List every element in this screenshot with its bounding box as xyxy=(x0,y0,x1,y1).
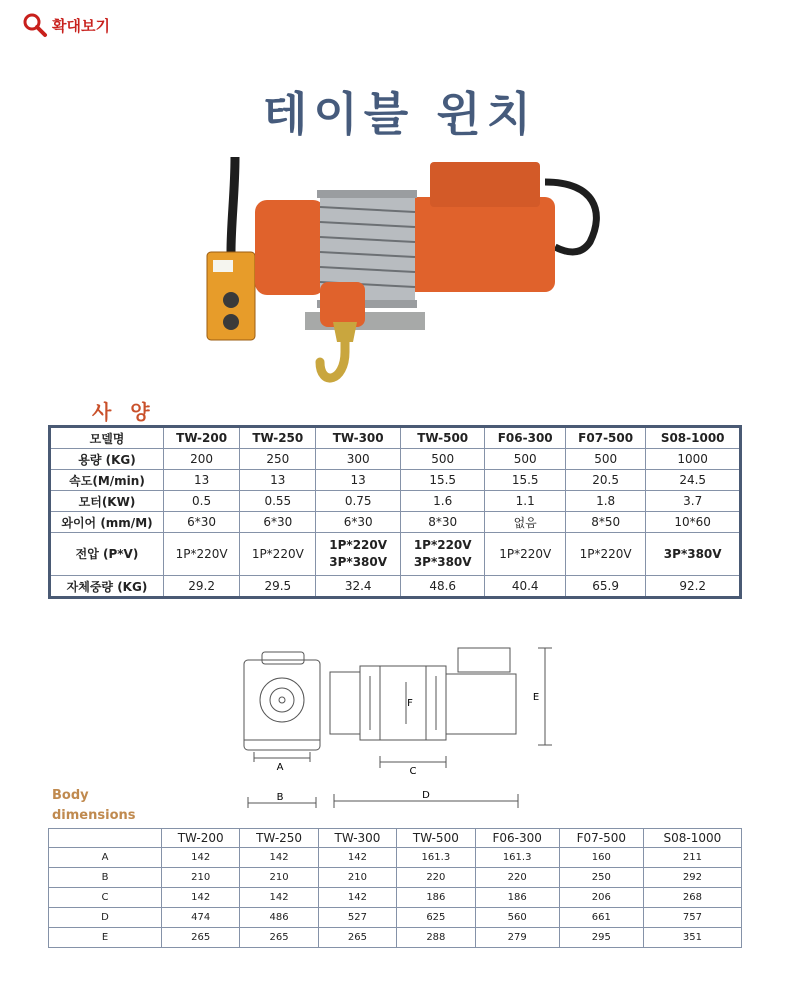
dims-col-header: F07-500 xyxy=(559,829,643,848)
dimension-drawing xyxy=(230,640,560,815)
spec-header-row xyxy=(50,427,741,449)
spec-cell: 10*60 xyxy=(646,512,741,533)
dims-row-label: D xyxy=(49,908,162,928)
dims-cell: 295 xyxy=(559,928,643,948)
spec-cell: 32.4 xyxy=(316,576,401,598)
spec-col-header: 모델명 xyxy=(50,427,164,449)
dims-cell: 351 xyxy=(643,928,741,948)
spec-cell: 29.2 xyxy=(164,576,240,598)
dim-label-b: B xyxy=(276,792,284,803)
spec-cell: 500 xyxy=(565,449,645,470)
dims-cell: 210 xyxy=(162,868,240,888)
dims-row-label: C xyxy=(49,888,162,908)
spec-cell: 3P*380V xyxy=(646,533,741,576)
spec-cell: 6*30 xyxy=(240,512,316,533)
spec-cell: 13 xyxy=(164,470,240,491)
spec-row-label: 속도(M/min) xyxy=(50,470,164,491)
dims-row xyxy=(49,908,742,928)
dims-cell: 265 xyxy=(240,928,318,948)
spec-cell: 6*30 xyxy=(316,512,401,533)
dims-cell: 186 xyxy=(475,888,559,908)
spec-cell: 29.5 xyxy=(240,576,316,598)
spec-cell: 1.1 xyxy=(485,491,565,512)
spec-heading: 사 양 xyxy=(92,400,156,424)
dims-cell: 211 xyxy=(643,848,741,868)
dims-header-row xyxy=(49,829,742,848)
dims-cell: 142 xyxy=(240,888,318,908)
spec-row-label: 와이어 (mm/M) xyxy=(50,512,164,533)
dims-row xyxy=(49,848,742,868)
dims-cell: 186 xyxy=(397,888,475,908)
dims-cell: 268 xyxy=(643,888,741,908)
spec-cell: 92.2 xyxy=(646,576,741,598)
dims-cell: 206 xyxy=(559,888,643,908)
spec-row xyxy=(50,449,741,470)
spec-cell-line: 1P*220V xyxy=(329,538,388,552)
body-dimensions-heading-line: dimensions xyxy=(52,808,136,823)
dims-cell: 486 xyxy=(240,908,318,928)
zoom-button[interactable] xyxy=(22,12,110,38)
spec-cell: 8*50 xyxy=(565,512,645,533)
dim-label-f: F xyxy=(407,698,413,709)
spec-col-header: TW-200 xyxy=(164,427,240,449)
spec-cell xyxy=(316,533,401,576)
dims-cell: 661 xyxy=(559,908,643,928)
spec-cell: 8*30 xyxy=(400,512,485,533)
dims-cell: 142 xyxy=(240,848,318,868)
dims-cell: 757 xyxy=(643,908,741,928)
spec-cell: 0.75 xyxy=(316,491,401,512)
dims-col-header: TW-250 xyxy=(240,829,318,848)
spec-cell: 200 xyxy=(164,449,240,470)
spec-row-label: 용량 (KG) xyxy=(50,449,164,470)
body-dimensions-heading-line: Body xyxy=(52,788,89,803)
spec-cell xyxy=(400,533,485,576)
spec-cell: 40.4 xyxy=(485,576,565,598)
dims-col-header: TW-300 xyxy=(318,829,396,848)
dims-col-header: F06-300 xyxy=(475,829,559,848)
dims-corner-cell xyxy=(49,829,162,848)
spec-row xyxy=(50,470,741,491)
dims-row xyxy=(49,888,742,908)
dims-cell: 210 xyxy=(240,868,318,888)
dims-cell: 474 xyxy=(162,908,240,928)
dims-cell: 161.3 xyxy=(397,848,475,868)
spec-cell: 없음 xyxy=(485,512,565,533)
spec-cell-line: 3P*380V xyxy=(329,555,388,569)
spec-col-header: F07-500 xyxy=(565,427,645,449)
spec-cell: 250 xyxy=(240,449,316,470)
dims-cell: 288 xyxy=(397,928,475,948)
dims-cell: 625 xyxy=(397,908,475,928)
spec-cell: 24.5 xyxy=(646,470,741,491)
spec-cell: 500 xyxy=(400,449,485,470)
spec-row xyxy=(50,576,741,598)
spec-cell: 0.5 xyxy=(164,491,240,512)
spec-cell: 15.5 xyxy=(485,470,565,491)
spec-cell: 1P*220V xyxy=(485,533,565,576)
dim-label-c: C xyxy=(409,766,417,777)
dims-cell: 560 xyxy=(475,908,559,928)
spec-cell: 1P*220V xyxy=(240,533,316,576)
dims-row-label: A xyxy=(49,848,162,868)
dims-cell: 142 xyxy=(318,848,396,868)
dims-cell: 527 xyxy=(318,908,396,928)
dims-cell: 220 xyxy=(475,868,559,888)
dims-col-header: S08-1000 xyxy=(643,829,741,848)
dims-cell: 220 xyxy=(397,868,475,888)
spec-cell: 13 xyxy=(240,470,316,491)
dims-cell: 265 xyxy=(318,928,396,948)
spec-col-header: S08-1000 xyxy=(646,427,741,449)
dims-cell: 142 xyxy=(318,888,396,908)
spec-col-header: TW-250 xyxy=(240,427,316,449)
zoom-label: 확대보기 xyxy=(52,16,110,35)
spec-cell: 1P*220V xyxy=(164,533,240,576)
dims-cell: 142 xyxy=(162,888,240,908)
spec-row xyxy=(50,491,741,512)
dims-row xyxy=(49,928,742,948)
dims-col-header: TW-500 xyxy=(397,829,475,848)
body-dimensions-heading xyxy=(52,786,136,826)
spec-cell-line: 1P*220V xyxy=(413,538,472,552)
dims-cell: 292 xyxy=(643,868,741,888)
spec-cell: 20.5 xyxy=(565,470,645,491)
spec-row-label: 전압 (P*V) xyxy=(50,533,164,576)
dims-cell: 160 xyxy=(559,848,643,868)
spec-cell: 13 xyxy=(316,470,401,491)
spec-cell: 15.5 xyxy=(400,470,485,491)
spec-row-label: 자체중량 (KG) xyxy=(50,576,164,598)
dims-cell: 161.3 xyxy=(475,848,559,868)
spec-cell: 0.55 xyxy=(240,491,316,512)
dims-cell: 210 xyxy=(318,868,396,888)
dims-row-label: E xyxy=(49,928,162,948)
table-winch-photo xyxy=(195,152,615,402)
spec-col-header: F06-300 xyxy=(485,427,565,449)
spec-cell: 1000 xyxy=(646,449,741,470)
spec-row-label: 모터(KW) xyxy=(50,491,164,512)
spec-col-header: TW-300 xyxy=(316,427,401,449)
page-title: 테이블 윈치 xyxy=(262,87,538,141)
spec-cell: 500 xyxy=(485,449,565,470)
spec-cell: 3.7 xyxy=(646,491,741,512)
spec-cell: 1P*220V xyxy=(565,533,645,576)
body-dimensions-table xyxy=(48,828,742,948)
dims-cell: 250 xyxy=(559,868,643,888)
dim-label-e: E xyxy=(532,692,540,703)
spec-cell: 48.6 xyxy=(400,576,485,598)
dim-label-a: A xyxy=(276,762,284,773)
spec-cell: 1.8 xyxy=(565,491,645,512)
spec-table xyxy=(48,425,742,599)
dims-row-label: B xyxy=(49,868,162,888)
spec-cell: 6*30 xyxy=(164,512,240,533)
dims-cell: 142 xyxy=(162,848,240,868)
spec-cell-line: 3P*380V xyxy=(413,555,472,569)
spec-row xyxy=(50,512,741,533)
dims-col-header: TW-200 xyxy=(162,829,240,848)
spec-cell: 65.9 xyxy=(565,576,645,598)
spec-col-header: TW-500 xyxy=(400,427,485,449)
dims-cell: 279 xyxy=(475,928,559,948)
spec-cell: 1.6 xyxy=(400,491,485,512)
spec-cell: 300 xyxy=(316,449,401,470)
dim-label-d: D xyxy=(422,790,430,801)
spec-row xyxy=(50,533,741,576)
dims-row xyxy=(49,868,742,888)
magnifier-icon xyxy=(22,12,48,38)
dims-cell: 265 xyxy=(162,928,240,948)
